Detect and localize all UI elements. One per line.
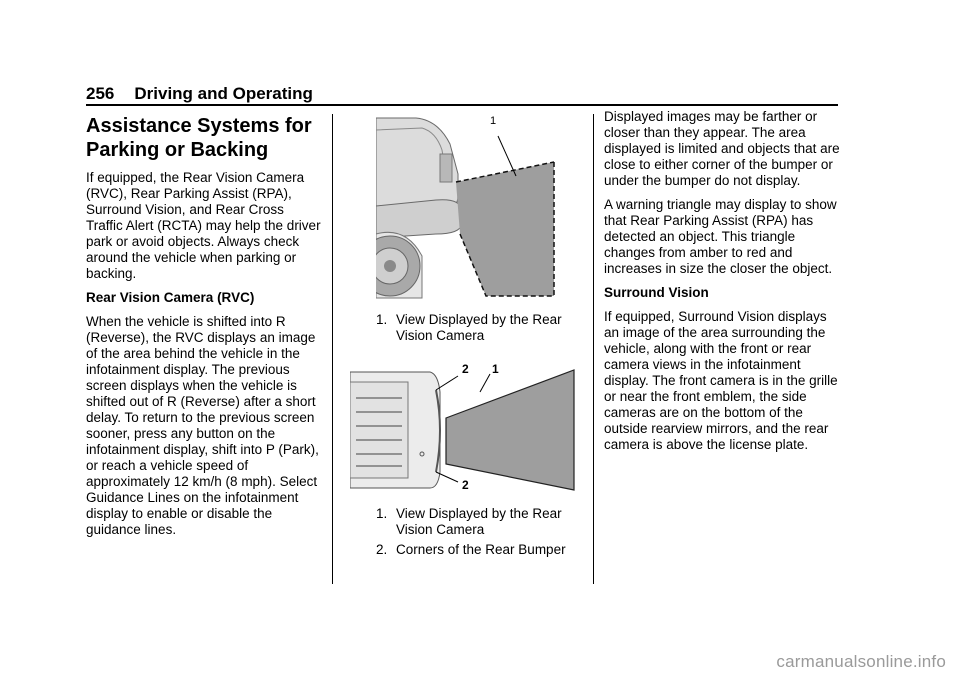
- rear-view-illustration: [376, 114, 576, 300]
- left-column: [86, 114, 322, 546]
- intro-paragraph: If equipped, the Rear Vision Camera (RVC), Rear Parking Assist (RPA), Surround Vision, and Rear Cross Traffic Alert (RCTA) may help the driver park or avoid objects. Always check around the vehicle when parking or backing.: [86, 170, 321, 281]
- caption-text: View Displayed by the Rear Vision Camera: [396, 506, 562, 537]
- right-column: [604, 109, 840, 461]
- caption-number: 2.: [376, 542, 388, 557]
- surround-vision-paragraph: If equipped, Surround Vision displays an image of the area surrounding the vehicle, along with the front or rear camera views in the infotainment display. The front camera is in the grille or near the front emblem, the side cameras are on the bottom of the outside rearview mirrors, and the rear camera is above the license plate.: [604, 309, 838, 452]
- warning-triangle-paragraph: A warning triangle may display to show that Rear Parking Assist (RPA) has detected an object. This triangle changes from amber to red and increases in size the closer the object.: [604, 197, 837, 276]
- figure-rear-view-camera: [376, 114, 576, 305]
- images-paragraph: Displayed images may be farther or closer than they appear. The area displayed is limited and objects that are close to either corner of the bumper or under the bumper do not display.: [604, 109, 840, 188]
- caption-text: View Displayed by the Rear Vision Camera: [396, 312, 562, 343]
- caption-text: Corners of the Rear Bumper: [396, 542, 566, 557]
- caption-number: 1.: [376, 312, 388, 327]
- fig1-caption: [376, 312, 586, 348]
- section-title: Driving and Operating: [134, 84, 313, 103]
- fig1-caption-item: [376, 312, 586, 344]
- fig1-callout-1: 1: [490, 115, 497, 127]
- fig2-callout-2-top: 2: [462, 362, 469, 376]
- fig2-caption-item-1: [376, 506, 586, 538]
- page-number: 256: [86, 84, 115, 103]
- fig2-caption: [376, 506, 586, 562]
- section-heading: Assistance Systems for Parking or Backing: [86, 115, 312, 161]
- fig2-callout-1: 1: [492, 362, 499, 376]
- header-rule: [86, 104, 838, 106]
- rvc-paragraph: When the vehicle is shifted into R (Reverse), the RVC displays an image of the area behind the vehicle in the infotainment display. The previous screen displays when the vehicle is shifted out of R (Reverse) after a short delay. To return to the previous screen sooner, press any button on the infotainment display, shift into P (Park), or reach a vehicle speed of approximately 12 km/h (8 mph). Select Guidance Lines on the infotainment display to enable or disable the guidance lines.: [86, 314, 319, 537]
- fig2-callout-2-bottom: 2: [462, 478, 469, 492]
- top-down-illustration: [350, 362, 580, 492]
- fig2-caption-item-2: [376, 542, 586, 558]
- column-divider-right: [593, 114, 594, 584]
- column-divider-left: [332, 114, 333, 584]
- caption-number: 1.: [376, 506, 388, 521]
- watermark-text: carmanualsonline.info: [776, 652, 946, 671]
- figure-top-down-view: [350, 362, 580, 497]
- rvc-heading: Rear Vision Camera (RVC): [86, 290, 255, 305]
- page-header: [86, 84, 313, 104]
- surround-vision-heading: Surround Vision: [604, 285, 709, 300]
